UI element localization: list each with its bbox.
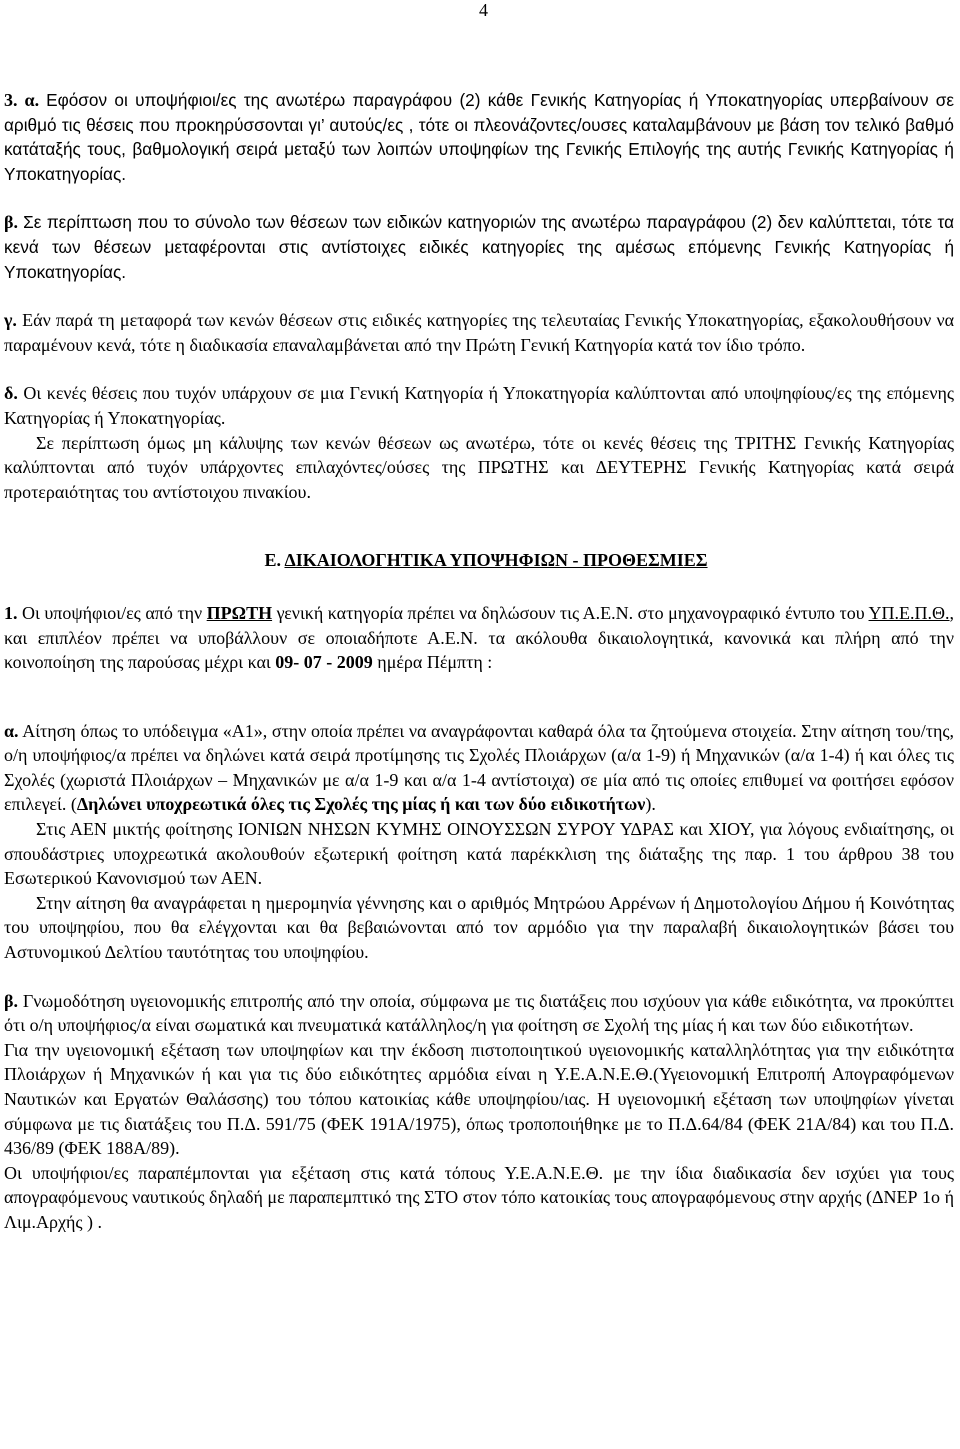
paragraph-text: Στην αίτηση θα αναγράφεται η ημερομηνία γέννησης και ο αριθμός Μητρώου Αρρένων ή Δημοτολογίου Δήμου ή Κοινότητας του υποψηφίου, που θα ελέγχονται και θα βεβαιώνονται από τον αρμόδιο για την παραλαβή δικαιολογητικών βάσει του Αστυνομικού Δελτίου ταυτότητας του υποψηφίου. (4, 892, 954, 963)
paragraph-label: γ. (4, 310, 17, 331)
paragraph-text: Σε περίπτωση που το σύνολο των θέσεων των ειδικών κατηγοριών της ανωτέρω παραγράφου (2) δεν καλύπτεται, τότε τα κενά των θέσεων μεταφέρονται στις αντίστοιχες ειδικές κατηγορίες της αμέσως επόμενης Γενικής Κατηγορίας ή Υποκατηγορίας. (4, 212, 955, 282)
paragraph-eb-2 (4, 1038, 954, 1161)
paragraph-3a (4, 88, 954, 186)
text-run: Αίτηση όπως το υπόδειγμα «Α1», στην οποία πρέπει να αναγράφονται καθαρά όλα τα ζητούμενα στοιχεία. Στην αίτηση του/της, ο/η υποψήφιος/α πρέπει να δηλώνει κατά σειρά προτίμησης τις Σχολές Πλοιάρχων (α/α 1-9) ή Μηχανικών (α/α 1-4) ή και όλες τις Σχολές (χωριστά Πλοιάρχων – Μηχανικών με α/α 1-9 και α/α 1-4 αντίστοιχα) σε μία από τις οποίες επιθυμεί να φοιτήσει εφόσον επιλεγεί. ( (4, 720, 954, 815)
paragraph-text: Οι υποψήφιοι/ες παραπέμπονται για εξέταση στις κατά τόπους Υ.Ε.Α.Ν.Ε.Θ. με την ίδια διαδικασία δεν ισχύει για τους απογραφόμενους ναυτικούς δηλαδή με παραπεμπτικό της ΣΤΟ στον τόπο κατοικίας τους απογραφόμενους στην αρχής (ΔΝΕΡ 1ο ή Λιμ.Αρχής ) . (4, 1162, 954, 1232)
text-run: ημέρα Πέμπτη : (377, 652, 493, 673)
document-body (4, 88, 954, 1235)
section-title: ΔΙΚΑΙΟΛΟΓΗΤΙΚΑ ΥΠΟΨΗΦΙΩΝ - ΠΡΟΘΕΣΜΙΕΣ (284, 550, 708, 571)
paragraph-ea-2 (4, 817, 954, 891)
deadline-date: 09- 07 - 2009 (275, 652, 373, 673)
page-number: 4 (479, 0, 488, 20)
text-run-emphasis: ΠΡΩΤΗ (206, 602, 273, 623)
paragraph-3d-continuation (4, 431, 954, 505)
paragraph-3b (4, 210, 954, 284)
paragraph-ea-3 (4, 891, 954, 965)
paragraph-e1 (4, 601, 954, 675)
section-heading-e (4, 548, 954, 573)
paragraph-text: Εφόσον οι υποψήφιοι/ες της ανωτέρω παραγράφου (2) κάθε Γενικής Κατηγορίας ή Υποκατηγορίας υπερβαίνουν σε αριθμό τις θέσεις που προκηρύσσονται γι’ αυτούς/ες , τότε οι πλεονάζοντες/ουσες καταλαμβάνουν με βάση τον τελικό βαθμό κατάταξής τους, βαθμολογική σειρά μεταξύ των λοιπών υποψηφίων της Γενικής Επιλογής της αυτής Γενικής Κατηγορίας ή Υποκατηγορίας. (4, 90, 954, 184)
paragraph-label: δ. (4, 383, 18, 404)
paragraph-label: 1. (4, 602, 18, 623)
text-run: ). (645, 794, 656, 815)
paragraph-text: Εάν παρά τη μεταφορά των κενών θέσεων στις ειδικές κατηγορίες της τελευταίας Γενικής Υποκατηγορίας, εξακολουθήσουν να παραμένουν κενά, τότε η διαδικασία επαναλαμβάνεται από την Πρώτη Γενική Κατηγορία κατά τον ίδιο τρόπο. (4, 310, 955, 355)
paragraph-ea (4, 719, 954, 817)
paragraph-text: Για την υγειονομική εξέταση των υποψηφίων και την έκδοση πιστοποιητικού υγειονομικής καταλληλότητας για την ειδικότητα Πλοιάρχων ή Μηχανικών ή και για τις δύο ειδικότητες αρμόδια είναι η Υ.Ε.Α.Ν.Ε.Θ.(Υγειονομική Επιτροπή Απογραφόμενων Ναυτικών και Εργατών Θαλάσσης) του τόπου κατοικίας κάθε υποψηφίου/ιας. Η υγειονομική εξέταση των υποψηφίων γίνεται σύμφωνα με τις διατάξεις του Π.Δ. 591/75 (ΦΕΚ 191Α/1975), όπως τροποποιήθηκε με το Π.Δ.64/84 (ΦΕΚ 21Α/84) και του Π.Δ. 436/89 (ΦΕΚ 188Α/89). (4, 1039, 954, 1159)
text-run-underlined: ΥΠ.Ε.Π.Θ. (868, 602, 950, 623)
paragraph-label: β. (4, 212, 18, 233)
text-run: , και επιπλέον πρέπει να υποβάλλουν σε οποιαδήποτε Α.Ε.Ν. τα ακόλουθα δικαιολογητικά, κανονικά και πλήρη από την κοινοποίηση της παρούσας μέχρι και (4, 602, 955, 673)
paragraph-label: β. (4, 990, 18, 1011)
paragraph-eb-3 (4, 1161, 954, 1235)
paragraph-text: Οι κενές θέσεις που τυχόν υπάρχουν σε μια Γενική Κατηγορία ή Υποκατηγορία καλύπτονται από υποψηφίους/ες της επόμενης Κατηγορίας ή Υποκατηγορίας. (4, 383, 954, 428)
paragraph-3c (4, 308, 954, 357)
paragraph-eb (4, 989, 954, 1038)
text-run-emphasis: Δηλώνει υποχρεωτικά όλες τις Σχολές της μίας ή και των δύο ειδικοτήτων (76, 794, 646, 815)
paragraph-text: Στις ΑΕΝ μικτής φοίτησης ΙΟΝΙΩΝ ΝΗΣΩΝ ΚΥΜΗΣ ΟΙΝΟΥΣΣΩΝ ΣΥΡΟΥ ΥΔΡΑΣ και ΧΙΟΥ, για λόγους ενδιαίτησης, οι σπουδάστριες υποχρεωτικά ακολουθούν εξωτερική φοίτηση κατά παρέκκλιση της διάταξης της παρ. 1 του άρθρου 38 του Εσωτερικού Κανονισμού των ΑΕΝ. (4, 819, 954, 889)
paragraph-label: α. (4, 720, 19, 741)
paragraph-3d (4, 381, 954, 430)
section-prefix: Ε. (264, 550, 281, 571)
paragraph-text: Γνωμοδότηση υγειονομικής επιτροπής από την οποία, σύμφωνα με τις διατάξεις που ισχύουν για κάθε ειδικότητα, να προκύπτει ότι ο/η υποψήφιος/α είναι σωματικά και πνευματικά κατάλληλος/η για φοίτηση σε Σχολή της μίας ή και των δύο ειδικοτήτων. (4, 990, 954, 1036)
text-run: γενική κατηγορία πρέπει να δηλώσουν τις Α.Ε.Ν. στο μηχανογραφικό έντυπο του (276, 602, 865, 623)
text-run: Οι υποψήφιοι/ες από την (22, 602, 203, 623)
paragraph-text: Σε περίπτωση όμως μη κάλυψης των κενών θέσεων ως ανωτέρω, τότε οι κενές θέσεις της ΤΡΙΤΗΣ Γενικής Κατηγορίας καλύπτονται από τυχόν υπάρχοντες επιλαχόντες/ούσες της ΠΡΩΤΗΣ και ΔΕΥΤΕΡΗΣ Γενικής Κατηγορίας κατά σειρά προτεραιότητας του αντίστοιχου πινακίου. (4, 432, 954, 502)
paragraph-label: 3. α. (4, 90, 40, 110)
